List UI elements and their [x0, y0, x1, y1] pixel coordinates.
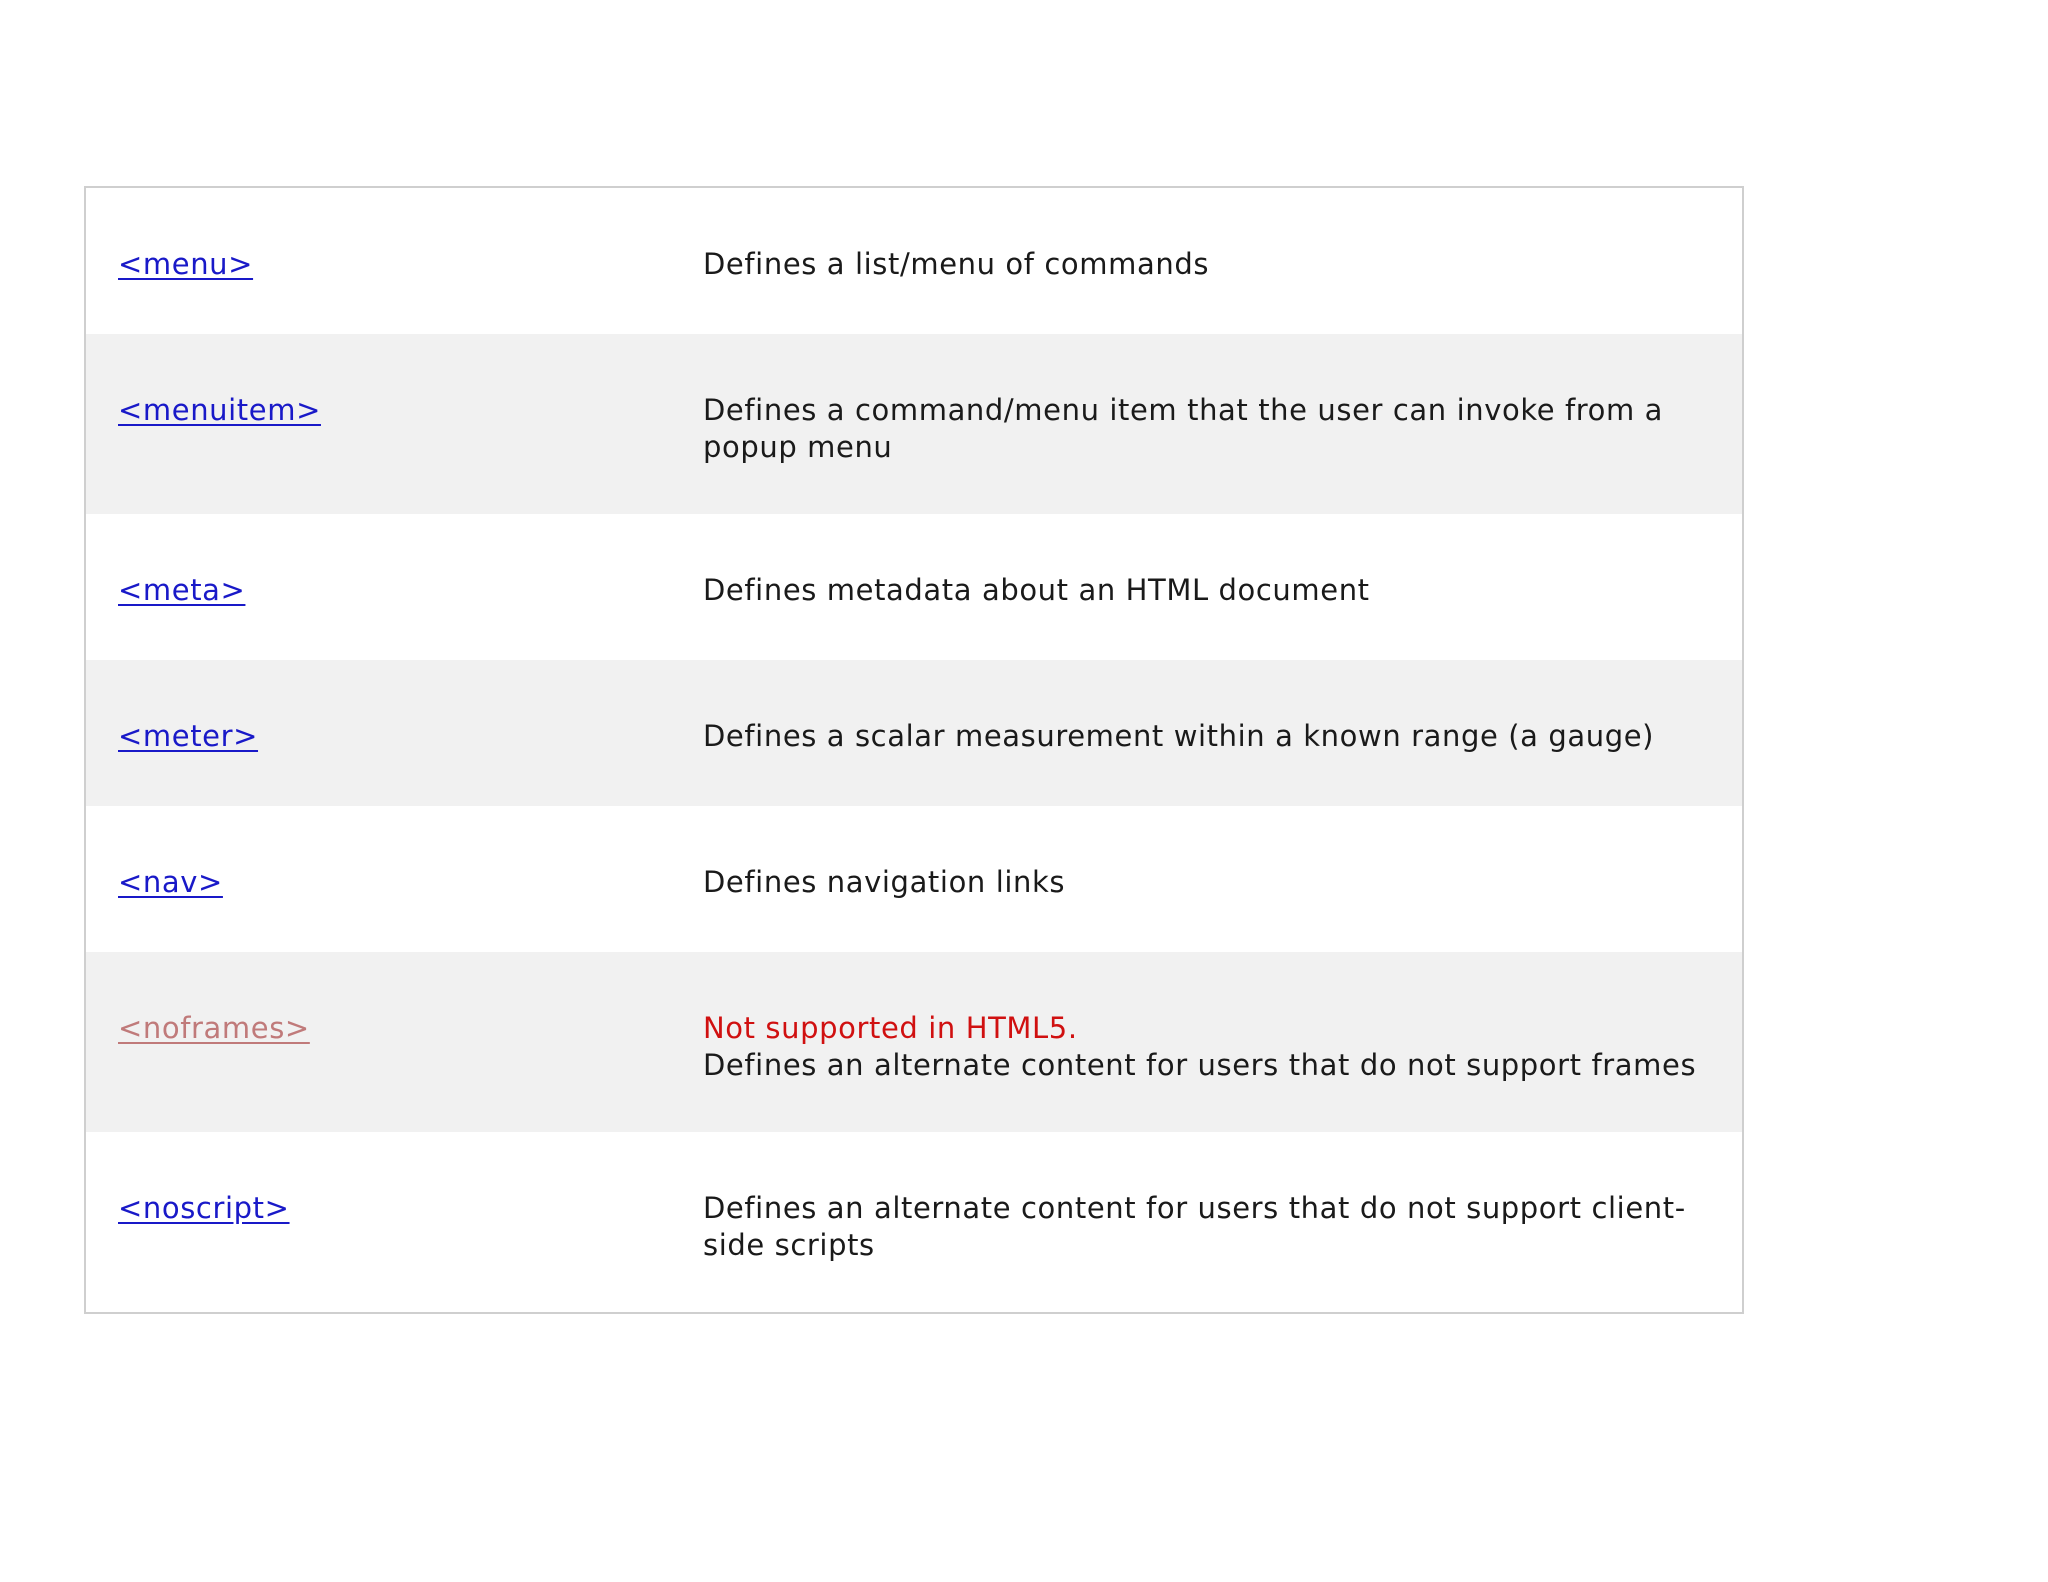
- nav-tag-link[interactable]: <nav>: [118, 865, 223, 899]
- table-row: [85, 806, 1743, 952]
- description-cell: [671, 334, 1743, 514]
- nav-description: Defines navigation links: [703, 865, 1066, 899]
- table-row: [85, 1132, 1743, 1313]
- table-row: [85, 334, 1743, 514]
- description-cell: [671, 187, 1743, 334]
- table-row: [85, 187, 1743, 334]
- description-cell: [671, 806, 1743, 952]
- meta-description: Defines metadata about an HTML document: [703, 573, 1370, 607]
- tag-cell: [85, 1132, 671, 1313]
- table-row: [85, 514, 1743, 660]
- menu-tag-link[interactable]: <menu>: [118, 247, 254, 281]
- table-row: [85, 952, 1743, 1132]
- tag-cell: [85, 187, 671, 334]
- description-cell: [671, 514, 1743, 660]
- tag-cell: [85, 514, 671, 660]
- meter-description: Defines a scalar measurement within a known range (a gauge): [703, 719, 1655, 753]
- noframes-tag-link[interactable]: <noframes>: [118, 1011, 310, 1045]
- tag-cell: [85, 660, 671, 806]
- noscript-tag-link[interactable]: <noscript>: [118, 1191, 290, 1225]
- html-tag-reference-table: [84, 186, 1744, 1314]
- table-row: [85, 660, 1743, 806]
- menuitem-tag-link[interactable]: <menuitem>: [118, 393, 321, 427]
- menu-description: Defines a list/menu of commands: [703, 247, 1210, 281]
- meta-tag-link[interactable]: <meta>: [118, 573, 246, 607]
- menuitem-description: Defines a command/menu item that the user can invoke from a popup menu: [703, 393, 1664, 464]
- meter-tag-link[interactable]: <meter>: [118, 719, 259, 753]
- noscript-description: Defines an alternate content for users that do not support client-side scripts: [703, 1191, 1686, 1262]
- description-cell: [671, 1132, 1743, 1313]
- description-cell: [671, 952, 1743, 1132]
- description-cell: [671, 660, 1743, 806]
- tag-cell: [85, 952, 671, 1132]
- tag-cell: [85, 334, 671, 514]
- not-supported-notice: Not supported in HTML5.: [703, 1011, 1078, 1045]
- tag-cell: [85, 806, 671, 952]
- noframes-description: Defines an alternate content for users that do not support frames: [703, 1048, 1697, 1082]
